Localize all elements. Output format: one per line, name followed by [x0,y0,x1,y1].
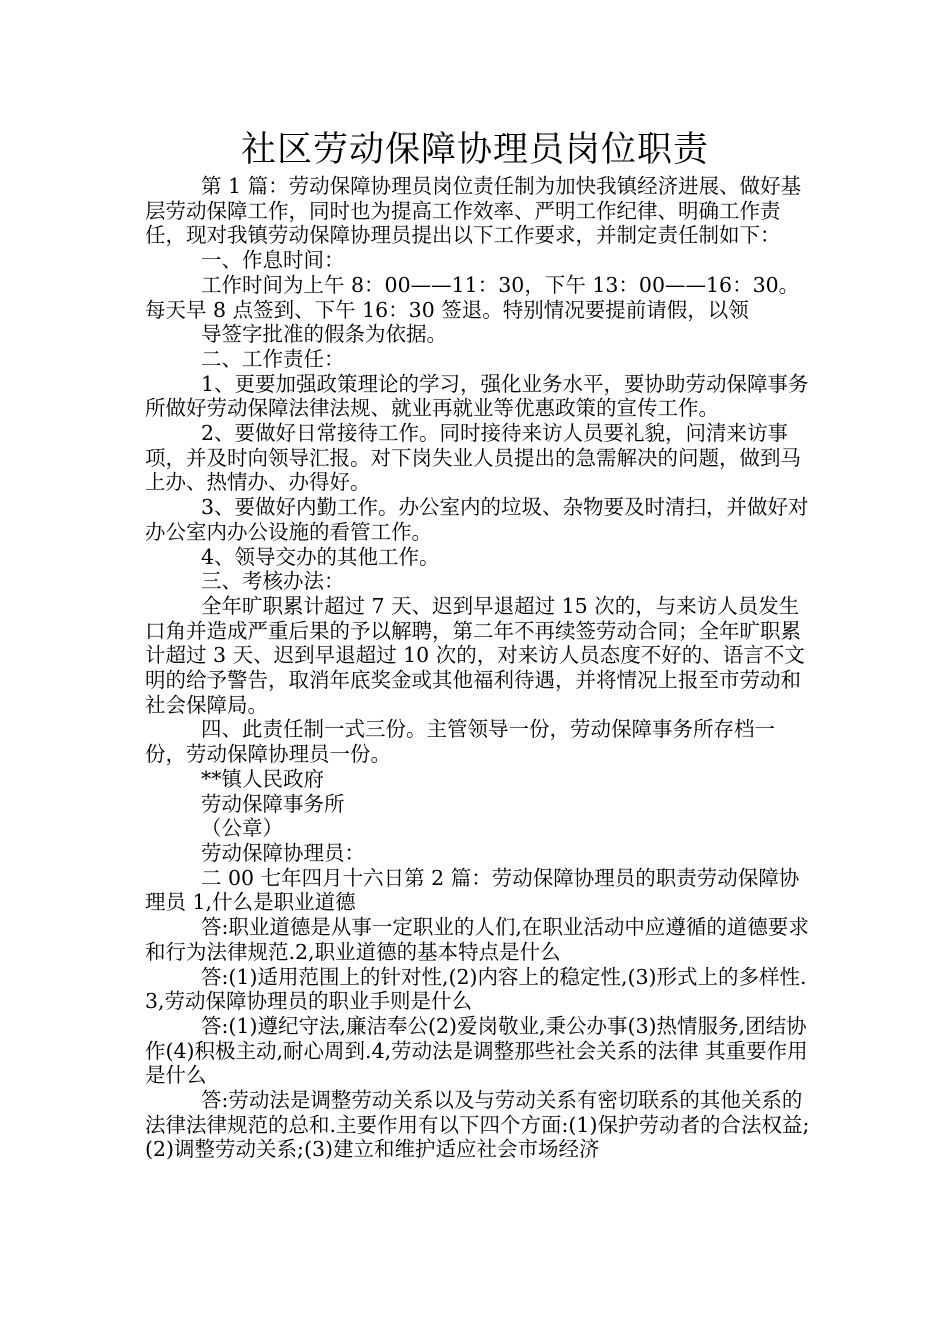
paragraph: 劳动保障事务所 [201,791,345,816]
paragraph: 答:(1)遵纪守法,廉洁奉公(2)爱岗敬业,秉公办事(3)热情服务,团结协作(4)积极主动,耐心周到.4,劳动法是调整那些社会关系的法律 其重要作用是什么 [145,1013,808,1088]
paragraph: 工作时间为上午 8：00——11：30，下午 13：00——16：30。每天早 8 点签到、下午 16：30 签退。特别情况要提前请假，以领 [145,272,800,322]
paragraph: 四、此责任制一式三份。主管领导一份，劳动保障事务所存档一份，劳动保障协理员一份。 [145,717,775,767]
paragraph: 第 1 篇：劳动保障协理员岗位责任制为加快我镇经济进展、做好基层劳动保障工作，同时也为提高工作效率、严明工作纪律、明确工作责任，现对我镇劳动保障协理员提出以下工作要求，并制定责任制如下： [145,174,802,248]
document-body [145,174,815,1162]
paragraph: 4、领导交办的其他工作。 [201,544,440,569]
paragraph: （公章） [201,816,283,841]
paragraph: 导签字批准的假条为依据。 [201,322,447,347]
paragraph: 劳动保障协理员： [201,840,365,865]
paragraph: 一、作息时间： [201,248,345,273]
paragraph: 二 00 七年四月十六日第 2 篇：劳动保障协理员的职责劳动保障协理员 1,什么是职业道德 [145,865,800,915]
paragraph: 答:劳动法是调整劳动关系以及与劳动关系有密切联系的其他关系的法律法律规范的总和.主要作用有以下四个方面:(1)保护劳动者的合法权益; (2)调整劳动关系;(3)建立和维护适应社会市场经济 [145,1088,816,1162]
paragraph: 3、要做好内勤工作。办公室内的垃圾、杂物要及时清扫，并做好对办公室内办公设施的看管工作。 [145,495,809,544]
paragraph: 二、工作责任： [201,346,345,371]
document-title: 社区劳动保障协理员岗位职责 [240,130,709,170]
paragraph: 1、更要加强政策理论的学习，强化业务水平，要协助劳动保障事务所做好劳动保障法律法规、就业再就业等优惠政策的宣传工作。 [145,371,809,421]
paragraph: 答:(1)适用范围上的针对性,(2)内容上的稳定性,(3)形式上的多样性.3,劳动保障协理员的职业手则是什么 [145,964,807,1014]
paragraph: 三、考核办法： [201,569,345,594]
paragraph: 全年旷职累计超过 7 天、迟到早退超过 15 次的，与来访人员发生口角并造成严重后果的予以解聘，第二年不再续签劳动合同；全年旷职累计超过 3 天、迟到早退超过 10 次的，对来访人员态度不好的、语言不文明的给予警告，取消年底奖金或其他福利待遇，并将情况上报至市劳动和社会保障局。 [145,593,805,717]
paragraph: 2、要做好日常接待工作。同时接待来访人员要礼貌，问清来访事项，并及时向领导汇报。对下岗失业人员提出的急需解决的问题，做到马上办、热情办、办得好。 [145,421,801,495]
paragraph: 答:职业道德是从事一定职业的人们,在职业活动中应遵循的道德要求和行为法律规范.2,职业道德的基本特点是什么 [145,915,809,964]
paragraph: **镇人民政府 [201,766,324,791]
